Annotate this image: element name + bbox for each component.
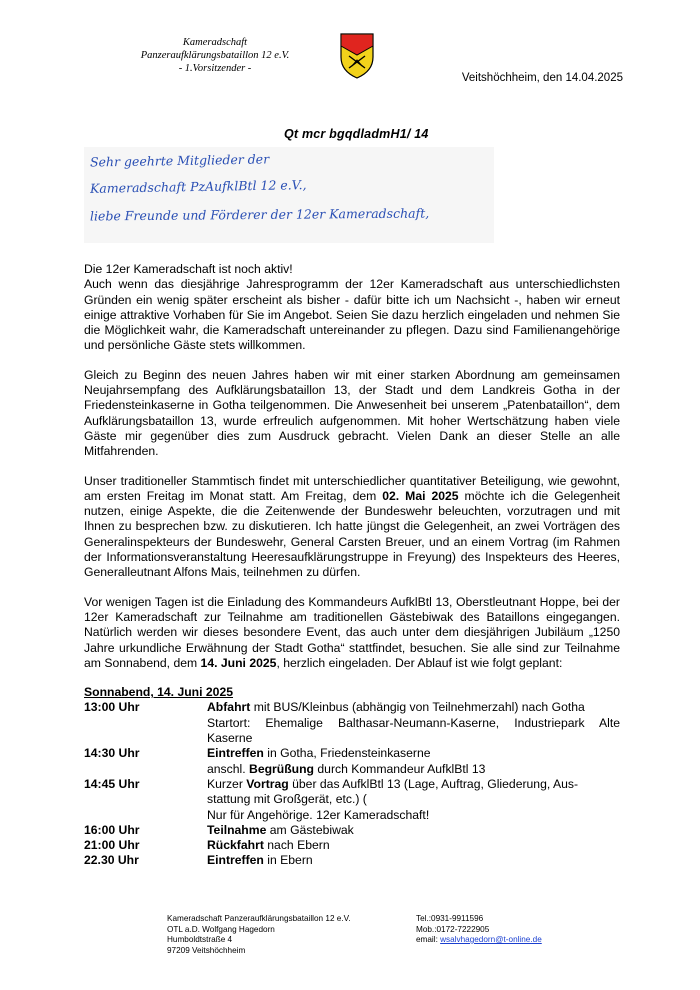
- schedule: [84, 685, 620, 869]
- text-run: in Ebern: [263, 853, 313, 868]
- schedule-detail: Startort: Ehemalige Balthasar-Neumann-Kaserne, Industriepark Alte: [207, 715, 620, 730]
- schedule-detail: Nur für Angehörige. 12er Kameradschaft!: [207, 807, 430, 822]
- text-run: nach Ebern: [263, 838, 330, 853]
- schedule-heading: Sonnabend, 14. Juni 2025: [84, 685, 234, 700]
- schedule-description: [207, 700, 620, 746]
- footer-email-label: email:: [416, 935, 441, 944]
- schedule-time: 16:00 Uhr: [84, 822, 140, 837]
- date-highlight: 02. Mai 2025: [382, 488, 459, 503]
- schedule-time: 13:00 Uhr: [84, 700, 140, 715]
- paragraph-intro: [84, 262, 620, 354]
- text-run: Vor wenigen Tagen ist die Einladung des Kommandeurs AufklBtl 13, Oberstleutnant Hoppe, bei der 12er Kameradschaft zur Teilnahme am traditionellen Gästebiwak des Bataillons eingegangen. Natürlich werden wir dieses besondere Event, das auch unter dem diesjährigen Jubiläum „1250 Jahre urkundliche Erwähnung der Stadt Gotha“ stattfindet, besuchen. Sie alle sind zur Teilnahme am Sonnabend, dem: [84, 594, 620, 670]
- text-run: mit BUS/Kleinbus (abhängig von Teilnehmerzahl) nach Gotha: [250, 700, 585, 715]
- footer-contact: [416, 914, 542, 946]
- paragraph-guest-bivouac: [84, 595, 620, 671]
- schedule-keyword: Eintreffen: [207, 853, 264, 868]
- text-run: , herzlich eingeladen. Der Ablauf ist wie folgt geplant:: [276, 655, 563, 670]
- text-run: anschl.: [207, 761, 250, 776]
- letterhead-organization: [120, 36, 310, 75]
- schedule-description: [207, 838, 620, 853]
- footer-mobile: Mob.:0172-7222905: [416, 924, 490, 934]
- org-role-line: - 1.Vorsitzender -: [178, 63, 252, 74]
- text-run: möchte ich die Gelegenheit nutzen, einige Aspekte, die die Zeitenwende der Bundeswehr beleuchten, vorzutragen und mit Ihnen zu besprechen bzw. zu diskutieren. Ich hatte jüngst die Gelegenheit, an zwei Vorträgen des Generalinspekteurs der Bundeswehr, General Carsten Breuer, und an einem Vortrag (im Rahmen der Informationsveranstaltung Heeresaufklärungstruppe in Freyung) des Inspekteurs des Heeres, Generalleutnant Alfons Mais, teilnehmen zu dürfen.: [84, 488, 620, 580]
- schedule-keyword: Abfahrt: [207, 700, 251, 715]
- salutation-line: Kameradschaft PzAufklBtl 12 e.V.,: [89, 177, 307, 196]
- schedule-time: 14:30 Uhr: [84, 746, 140, 761]
- text-run: durch Kommandeur AufklBtl 13: [314, 761, 486, 776]
- text-run: Kurzer: [207, 776, 247, 791]
- footer-line: Kameradschaft Panzeraufklärungsbataillon 12 e.V.: [167, 914, 351, 923]
- text-run: am Gästebiwak: [266, 822, 354, 837]
- footer-line: 97209 Veitshöchheim: [167, 945, 246, 955]
- handwritten-salutation: [84, 147, 494, 243]
- schedule-keyword: Teilnahme: [207, 822, 267, 837]
- paragraph-new-year-reception: Gleich zu Beginn des neuen Jahres haben wir mit einer starken Abordnung am gemeinsamen Neujahrsempfang des Aufklärungsbataillon 13, der Stadt und dem Landkreis Gotha in der Friedensteinkaserne in Gotha teilgenommen. Die Anwesenheit bei unserem „Patenbataillon“, dem Aufklärungsbataillon 13, wurde erfreulich aufgenommen. Mit hoher Wertschätzung haben viele Gäste mir gegenüber dies zum Ausdruck gebracht. Vielen Dank an dieser Stelle an alle Mitfahrenden.: [84, 367, 620, 459]
- intro-text: Auch wenn das diesjährige Jahresprogramm der 12er Kameradschaft aus unterschiedlichsten Gründen ein wenig später erscheint als bisher - dafür bitte ich um Nachsicht -, haben wir erneut einige attraktive Vorhaben für Sie im Angebot. Seien Sie dazu herzlich eingeladen und nehmen Sie die Möglichkeit wahr, die Kameradschaft untereinander zu pflegen. Dazu sind Familienangehörige und persönliche Gäste stets willkommen.: [84, 277, 620, 353]
- text-run: Unser traditioneller Stammtisch findet mit unterschiedlicher quantitativer Beteiligung, wie gewohnt, am ersten Freitag im Monat statt. Am Freitag, dem: [84, 473, 620, 503]
- schedule-detail: Kaserne: [207, 731, 253, 746]
- intro-headline: Die 12er Kameradschaft ist noch aktiv!: [84, 262, 293, 276]
- schedule-description: [207, 777, 620, 823]
- org-name-line: Kameradschaft: [182, 37, 248, 48]
- schedule-row: [84, 853, 620, 868]
- schedule-detail: stattung mit Großgerät, etc.) (: [207, 792, 367, 807]
- salutation-line: liebe Freunde und Förderer der 12er Kameradschaft,: [89, 205, 430, 224]
- coat-of-arms-icon: [340, 33, 374, 79]
- footer-phone: Tel.:0931-9911596: [416, 914, 484, 923]
- paragraph-stammtisch: [84, 474, 620, 581]
- schedule-description: [207, 853, 620, 868]
- footer-address: [167, 914, 351, 956]
- schedule-description: [207, 746, 620, 777]
- schedule-description: [207, 823, 620, 838]
- schedule-row: [84, 777, 620, 823]
- letter-body: [84, 262, 620, 869]
- document-title: Qt mcr bgqdladmH1/ 14: [284, 127, 429, 141]
- schedule-keyword: Vortrag: [246, 776, 289, 791]
- date-highlight: 14. Juni 2025: [200, 655, 277, 670]
- schedule-row: [84, 823, 620, 838]
- schedule-keyword: Begrüßung: [249, 761, 315, 776]
- schedule-time: 21:00 Uhr: [84, 838, 140, 853]
- text-run: über das AufklBtl 13 (Lage, Auftrag, Gliederung, Aus-: [288, 776, 579, 791]
- text-run: in Gotha, Friedensteinkaserne: [263, 746, 431, 761]
- schedule-row: [84, 838, 620, 853]
- footer-line: Humboldtstraße 4: [167, 935, 233, 944]
- schedule-row: [84, 700, 620, 746]
- schedule-keyword: Rückfahrt: [207, 838, 264, 853]
- schedule-keyword: Eintreffen: [207, 746, 264, 761]
- schedule-time: 22.30 Uhr: [84, 853, 139, 868]
- footer-line: OTL a.D. Wolfgang Hagedorn: [167, 924, 275, 934]
- place-and-date: Veitshöchheim, den 14.04.2025: [461, 72, 623, 84]
- schedule-time: 14:45 Uhr: [84, 776, 140, 791]
- email-link[interactable]: wsalvhagedorn@t-online.de: [440, 935, 542, 944]
- org-name-line: Panzeraufklärungsbataillon 12 e.V.: [140, 50, 290, 61]
- schedule-row: [84, 746, 620, 777]
- salutation-line: Sehr geehrte Mitglieder der: [89, 151, 270, 170]
